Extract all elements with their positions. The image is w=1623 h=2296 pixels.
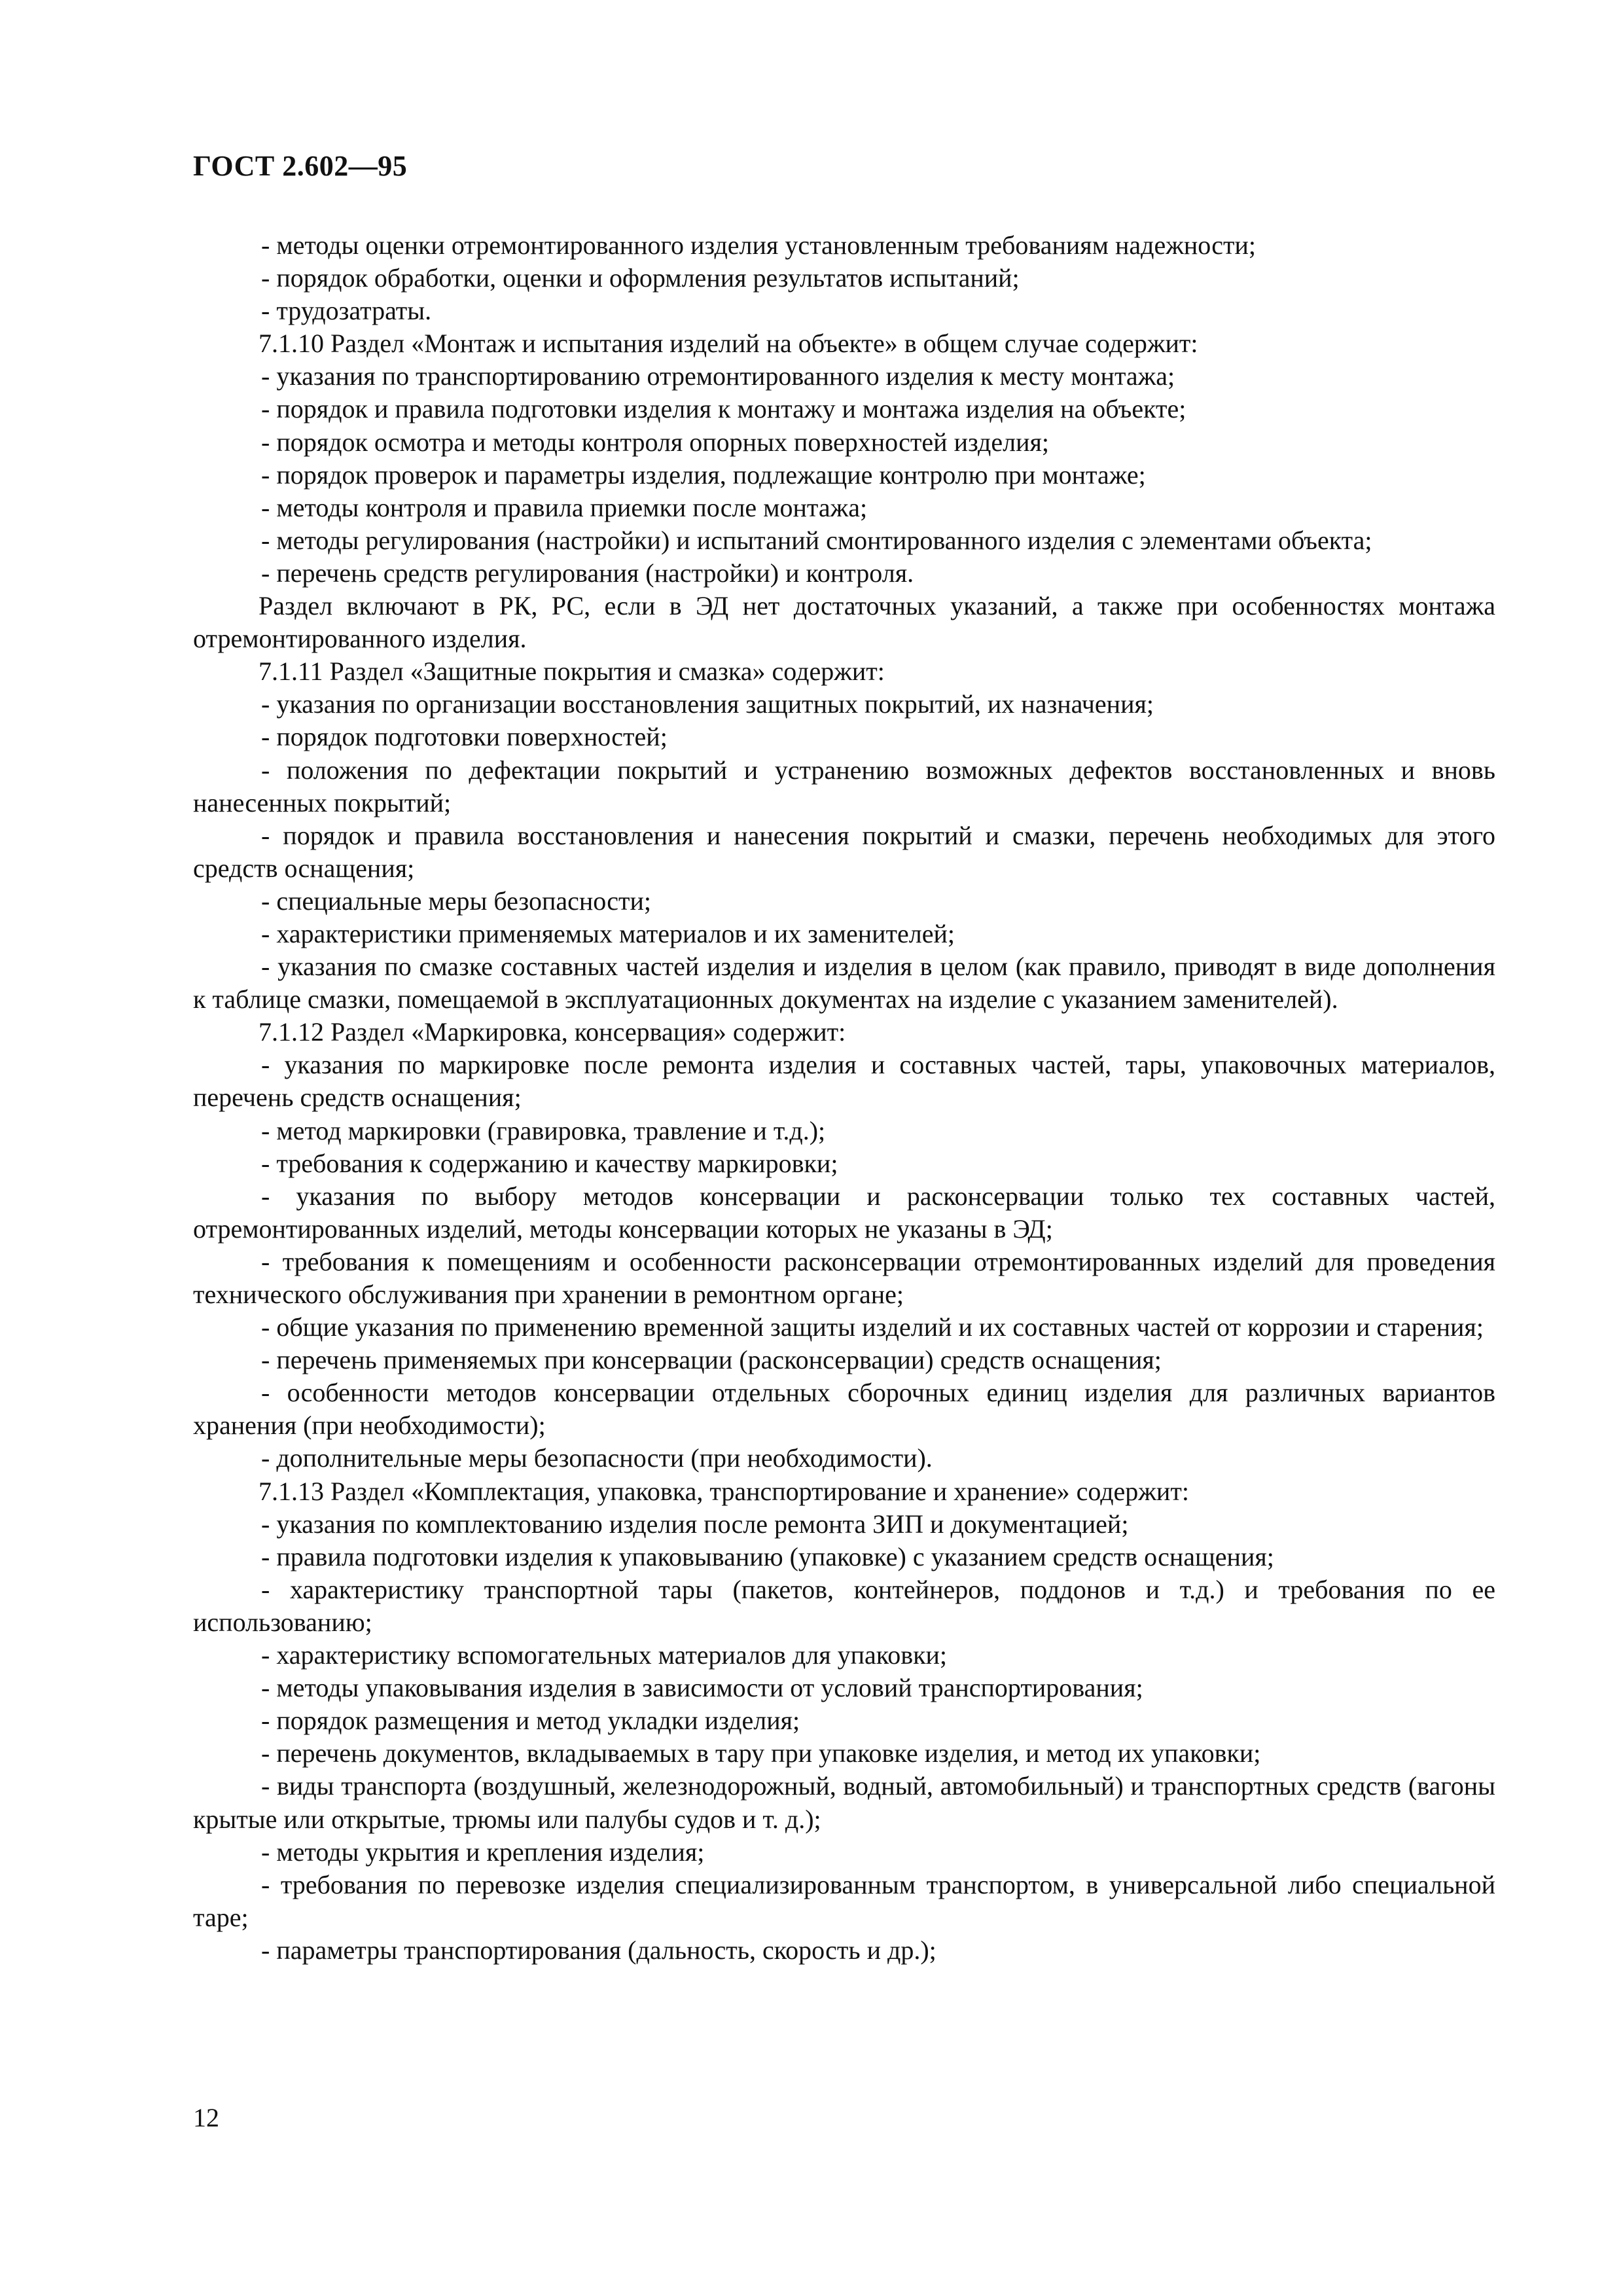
list-item: - указания по выбору методов консервации и расконсервации только тех составных частей, отремонтированных изделий, методы консервации которых не указаны в ЭД; xyxy=(193,1181,1495,1244)
list-item: - параметры транспортирования (дальность, скорость и др.); xyxy=(261,1935,936,1965)
list-item: - указания по организации восстановления защитных покрытий, их назначения; xyxy=(261,689,1154,719)
list-item: - специальные меры безопасности; xyxy=(261,886,652,916)
list-item: - перечень документов, вкладываемых в тару при упаковке изделия, и метод их упаковки; xyxy=(261,1738,1261,1768)
list-item: - порядок и правила подготовки изделия к монтажу и монтажа изделия на объекте; xyxy=(261,394,1186,424)
list-item: - порядок проверок и параметры изделия, подлежащие контролю при монтаже; xyxy=(261,459,1146,490)
list-item: - характеристики применяемых материалов и их заменителей; xyxy=(261,918,955,948)
list-item: - трудозатраты. xyxy=(261,296,432,326)
list-item: - указания по маркировке после ремонта изделия и составных частей, тары, упаковочных материалов, перечень средств оснащения; xyxy=(193,1050,1495,1113)
list-item: - правила подготовки изделия к упаковыванию (упаковке) с указанием средств оснащения; xyxy=(261,1541,1274,1571)
list-item: - указания по транспортированию отремонтированного изделия к месту монтажа; xyxy=(261,361,1175,391)
list-item: - характеристику вспомогательных материалов для упаковки; xyxy=(261,1640,948,1670)
list-item: - общие указания по применению временной защиты изделий и их составных частей от коррозии и старения; xyxy=(261,1312,1484,1342)
list-item: - методы регулирования (настройки) и испытаний смонтированного изделия с элементами объекта; xyxy=(261,525,1372,555)
list-item: - метод маркировки (гравировка, травление и т.д.); xyxy=(261,1115,826,1145)
list-item: - методы оценки отремонтированного изделия установленным требованиям надежности; xyxy=(261,230,1257,260)
list-item: - порядок подготовки поверхностей; xyxy=(261,722,668,752)
list-item: - методы контроля и правила приемки после монтажа; xyxy=(261,492,868,522)
list-item: - порядок размещения и метод укладки изделия; xyxy=(261,1706,800,1736)
list-item: - указания по комплектованию изделия после ремонта ЗИП и документацией; xyxy=(261,1509,1129,1539)
section-paragraph: 7.1.12 Раздел «Маркировка, консервация» содержит: xyxy=(259,1017,846,1047)
list-item: - положения по дефектации покрытий и устранению возможных дефектов восстановленных и вновь нанесенных покрытий; xyxy=(193,755,1495,817)
list-item: - требования по перевозке изделия специализированным транспортом, в универсальной либо специальной таре; xyxy=(193,1869,1495,1932)
list-item: - перечень средств регулирования (настройки) и контроля. xyxy=(261,558,914,588)
list-item: - характеристику транспортной тары (пакетов, контейнеров, поддонов и т.д.) и требования по ее использованию; xyxy=(193,1574,1495,1637)
list-item: - методы укрытия и крепления изделия; xyxy=(261,1837,705,1867)
document-body xyxy=(193,229,1495,1967)
list-item: - указания по смазке составных частей изделия и изделия в целом (как правило, приводят в виде дополнения к таблице смазки, помещаемой в эксплуатационных документах на изделие с указанием заменителей). xyxy=(193,952,1495,1014)
list-item: - порядок обработки, оценки и оформления результатов испытаний; xyxy=(261,263,1020,293)
page-number: 12 xyxy=(193,2103,219,2132)
section-paragraph: 7.1.10 Раздел «Монтаж и испытания изделий на объекте» в общем случае содержит: xyxy=(259,329,1198,359)
section-paragraph: Раздел включают в РК, РС, если в ЭД нет достаточных указаний, а также при особенностях монтажа отремонтированного изделия. xyxy=(193,591,1495,654)
list-item: - требования к содержанию и качеству маркировки; xyxy=(261,1148,838,1178)
document-header: ГОСТ 2.602—95 xyxy=(193,150,408,182)
list-item: - порядок и правила восстановления и нанесения покрытий и смазки, перечень необходимых для этого средств оснащения; xyxy=(193,820,1495,883)
list-item: - виды транспорта (воздушный, железнодорожный, водный, автомобильный) и транспортных средств (вагоны крытые или открытые, трюмы или палубы судов и т. д.); xyxy=(193,1771,1495,1834)
list-item: - перечень применяемых при консервации (расконсервации) средств оснащения; xyxy=(261,1345,1162,1375)
section-paragraph: 7.1.13 Раздел «Комплектация, упаковка, транспортирование и хранение» содержит: xyxy=(259,1476,1189,1506)
list-item: - требования к помещениям и особенности расконсервации отремонтированных изделий для проведения технического обслуживания при хранении в ремонтном органе; xyxy=(193,1246,1495,1309)
section-paragraph: 7.1.11 Раздел «Защитные покрытия и смазка» содержит: xyxy=(259,656,885,687)
list-item: - дополнительные меры безопасности (при необходимости). xyxy=(261,1443,933,1473)
list-item: - методы упаковывания изделия в зависимости от условий транспортирования; xyxy=(261,1673,1143,1703)
list-item: - особенности методов консервации отдельных сборочных единиц изделия для различных вариантов хранения (при необходимости); xyxy=(193,1378,1495,1441)
list-item: - порядок осмотра и методы контроля опорных поверхностей изделия; xyxy=(261,427,1050,457)
